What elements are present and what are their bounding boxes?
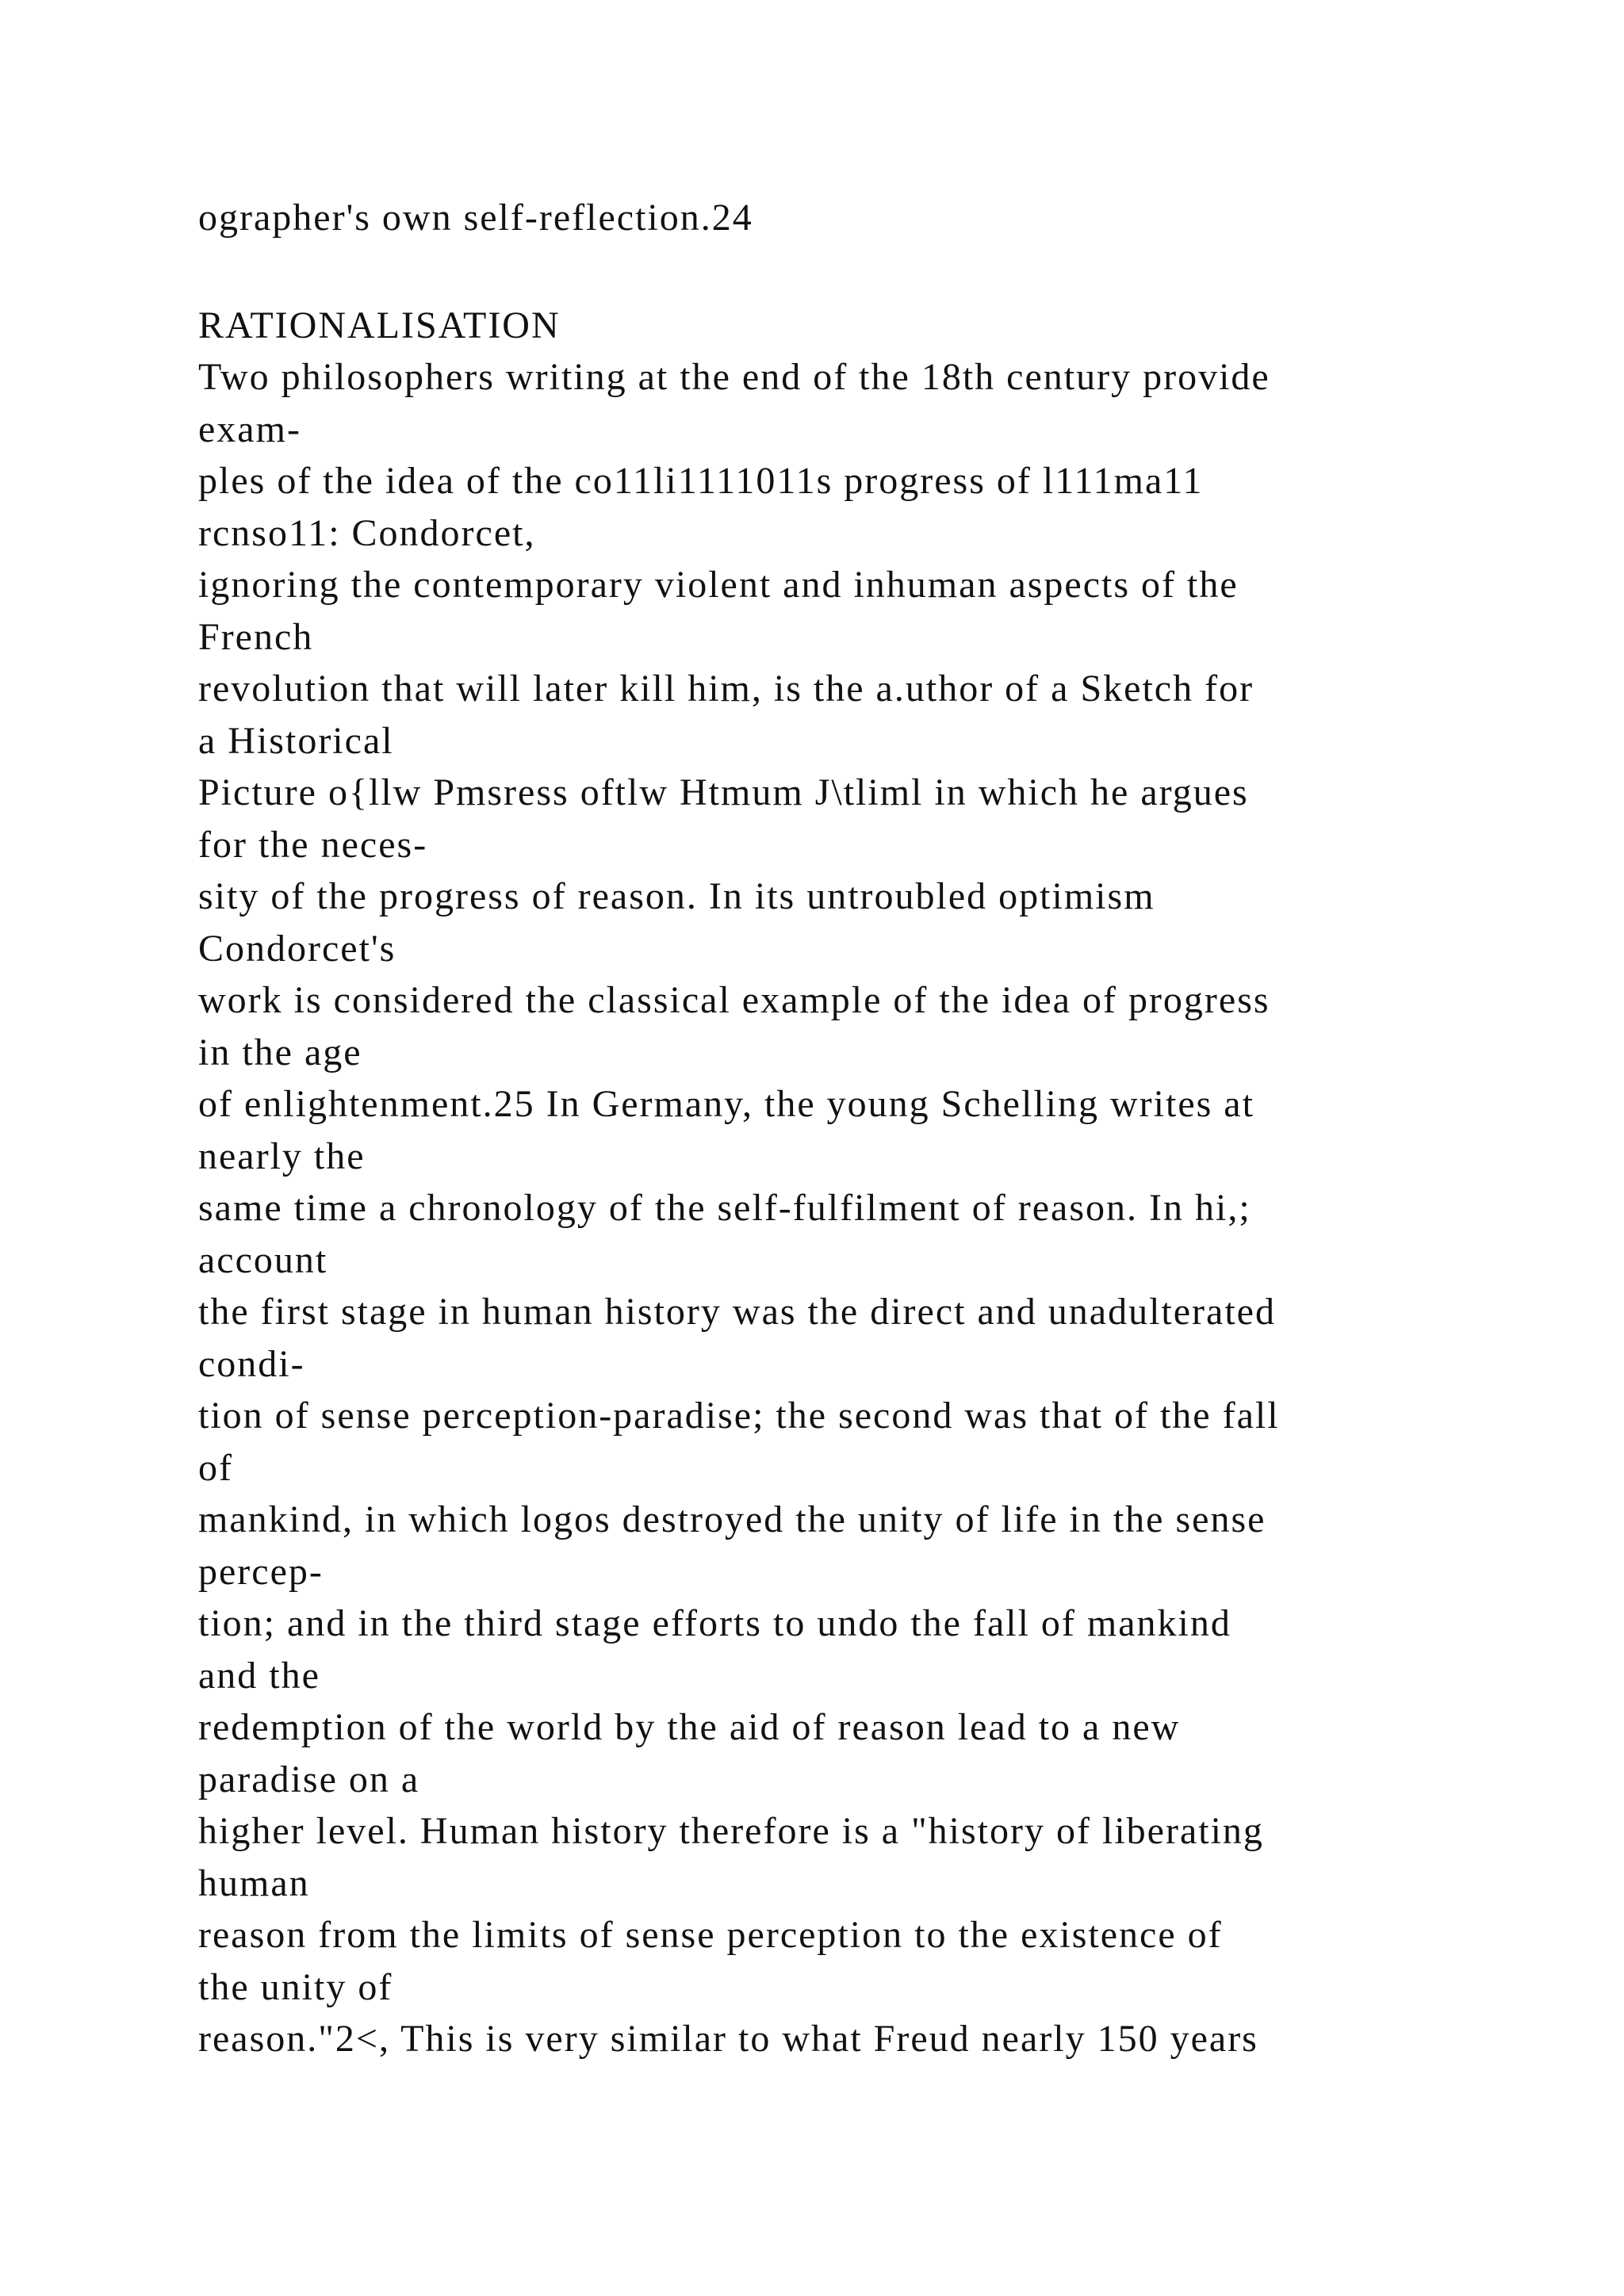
text-line: of enlightenment.25 In Germany, the young Schelling writes at [198, 1083, 1254, 1125]
text-line: rcnso11: Condorcet, [198, 511, 536, 554]
text-line: the unity of [198, 1965, 393, 2008]
text-line: nearly the [198, 1135, 366, 1177]
text-line: French [198, 615, 314, 658]
text-line: the first stage in human history was the direct and unadulterated [198, 1291, 1276, 1333]
paragraph-gap [198, 244, 1546, 300]
opening-line: ographer's own self-reflection.24 [198, 197, 753, 239]
text-line: exam- [198, 408, 301, 450]
text-line: for the neces- [198, 823, 428, 866]
document-text [198, 192, 1546, 2065]
text-line: account [198, 1238, 328, 1281]
text-line: mankind, in which logos destroyed the unity of life in the sense [198, 1498, 1266, 1540]
text-line: tion; and in the third stage efforts to undo the fall of mankind [198, 1602, 1231, 1644]
text-line: ignoring the contemporary violent and inhuman aspects of the [198, 564, 1239, 606]
text-line: reason from the limits of sense perception to the existence of [198, 1914, 1223, 1956]
text-line: of [198, 1446, 233, 1489]
text-line: paradise on a [198, 1758, 420, 1800]
text-line: human [198, 1862, 310, 1904]
text-line: tion of sense perception-paradise; the second was that of the fall [198, 1395, 1280, 1437]
section-heading: RATIONALISATION [198, 304, 561, 346]
text-line: reason."2<, This is very similar to what Freud nearly 150 years [198, 2018, 1258, 2060]
text-line: and the [198, 1654, 320, 1697]
text-line: work is considered the classical example of the idea of progress [198, 979, 1270, 1021]
text-line: in the age [198, 1031, 362, 1073]
text-line: higher level. Human history therefore is a "history of liberating [198, 1810, 1264, 1852]
text-line: same time a chronology of the self-fulfilment of reason. In hi,; [198, 1187, 1251, 1229]
text-line: a Historical [198, 719, 394, 762]
text-line: Condorcet's [198, 927, 396, 970]
text-line: percep- [198, 1550, 324, 1593]
text-line: ples of the idea of the co11li1111011s progress of l111ma11 [198, 460, 1204, 502]
text-line: redemption of the world by the aid of reason lead to a new [198, 1706, 1181, 1748]
text-line: revolution that will later kill him, is the a.uthor of a Sketch for [198, 668, 1254, 710]
text-line: sity of the progress of reason. In its untroubled optimism [198, 875, 1155, 917]
text-line: condi- [198, 1342, 305, 1385]
text-line: Picture o{llw Pmsress oftlw Htmum J\tliml in which he argues [198, 771, 1249, 813]
text-line: Two philosophers writing at the end of the 18th century provide [198, 356, 1270, 398]
